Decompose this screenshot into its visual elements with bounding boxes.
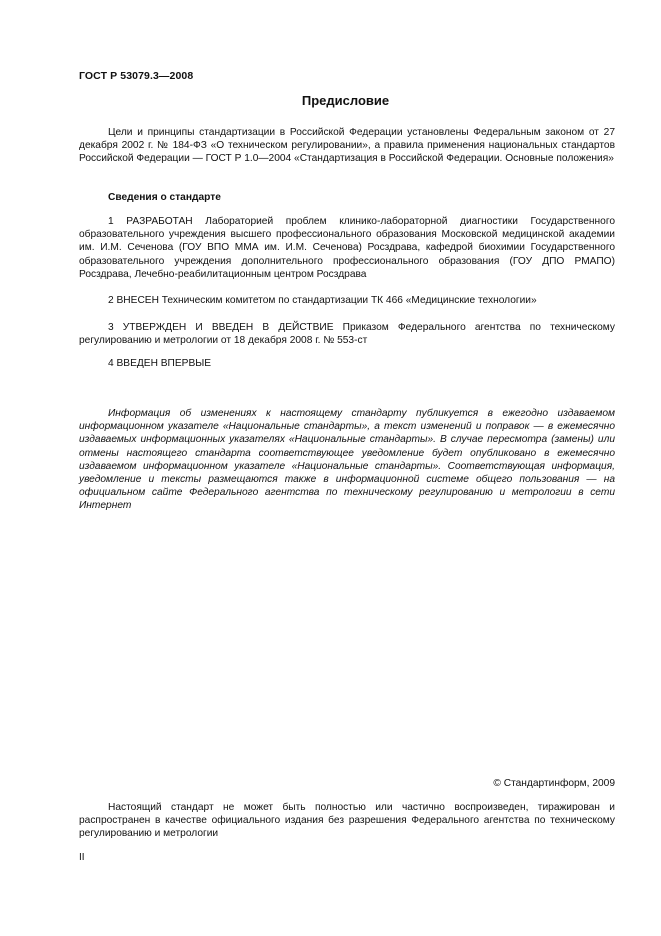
item-approved: 3 УТВЕРЖДЕН И ВВЕДЕН В ДЕЙСТВИЕ Приказом Федерального агентства по техническому регулированию и метрологии от 18 декабря 2008 г. № 553-ст bbox=[79, 322, 615, 347]
changes-notice: Информация об изменениях к настоящему стандарту публикуется в ежегодно издаваемом информационном указателе «Национальные стандарты», а текст изменений и поправок — в ежемесячно издаваемых информационных указателях «Национальные стандарты». В случае пересмотра (замены) или отмены настоящего стандарта соответствующее уведомление будет опубликовано в ежемесячно издаваемом информационном указателе «Национальные стандарты». Соответствующая информация, уведомление и тексты размещаются также в информационной системе общего пользования — на официальном сайте Федерального агентства по техническому регулированию и метрологии в сети Интернет bbox=[79, 408, 615, 512]
item-introduced: 2 ВНЕСЕН Техническим комитетом по стандартизации ТК 466 «Медицинские технологии» bbox=[108, 295, 537, 306]
item-developed: 1 РАЗРАБОТАН Лабораторией проблем клинико-лабораторной диагностики Государственного образовательного учреждения высшего профессионального образования Московской медицинской академии им. И.М. Сеченова (ГОУ ВПО ММА им. И.М. Сеченова) Росздрава, кафедрой биохимии Государственного образовательного учреждения дополнительного профессионального образования (ГОУ ДПО РМАПО) Росздрава, Лечебно-реабилитационным центром Росздрава bbox=[79, 216, 615, 280]
page-number: II bbox=[79, 852, 85, 863]
intro-paragraph: Цели и принципы стандартизации в Российской Федерации установлены Федеральным законом от 27 декабря 2002 г. № 184-ФЗ «О техническом регулировании», а правила применения национальных стандартов Российской Федерации — ГОСТ Р 1.0—2004 «Стандартизация в Российской Федерации. Основные положения» bbox=[79, 127, 615, 165]
page-title: Предисловие bbox=[301, 93, 390, 108]
standard-code-header: ГОСТ Р 53079.3—2008 bbox=[79, 70, 194, 82]
info-heading: Сведения о стандарте bbox=[108, 192, 221, 203]
copyright-line: © Стандартинформ, 2009 bbox=[493, 778, 615, 789]
reproduction-notice: Настоящий стандарт не может быть полностью или частично воспроизведен, тиражирован и распространен в качестве официального издания без разрешения Федерального агентства по техническому регулированию и метрологии bbox=[79, 802, 615, 840]
item-first-introduced: 4 ВВЕДЕН ВПЕРВЫЕ bbox=[108, 358, 212, 369]
